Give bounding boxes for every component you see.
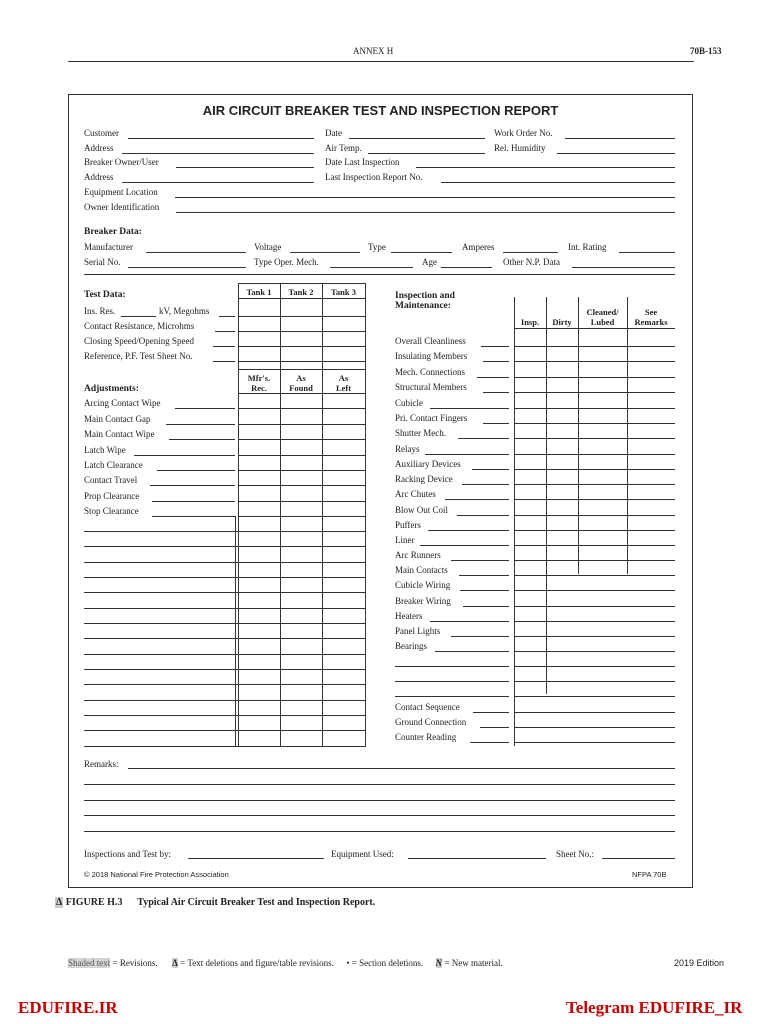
- legend-delta-icon: Δ: [172, 958, 178, 968]
- date-label: Date: [325, 128, 342, 138]
- insp-item: Bearings: [395, 641, 427, 651]
- reference-pf-field[interactable]: [213, 361, 235, 362]
- insp-item: Racking Device: [395, 474, 453, 484]
- main-contact-wipe-label: Main Contact Wipe: [84, 429, 155, 439]
- reference-pf-label: Reference, P.F. Test Sheet No.: [84, 351, 193, 361]
- insp-item: Overall Cleanliness: [395, 336, 466, 346]
- insp-row-line: [514, 545, 675, 546]
- address2-label: Address: [84, 172, 114, 182]
- owner-id-label: Owner Identification: [84, 202, 160, 212]
- inspection-title-line1: Inspection and: [395, 291, 455, 301]
- insp-row-line: [514, 696, 675, 697]
- contact-sequence-label: Contact Sequence: [395, 702, 460, 712]
- insp-row-line: [514, 469, 675, 470]
- arcing-contact-wipe-field[interactable]: [175, 408, 235, 409]
- annex-label: ANNEX H: [353, 46, 394, 56]
- legend: [68, 958, 503, 969]
- legend-bullet-icon: •: [346, 958, 350, 968]
- blank-row-line[interactable]: [84, 546, 365, 547]
- insp-item: Shutter Mech.: [395, 428, 446, 438]
- type-oper-mech-label: Type Oper. Mech.: [254, 257, 319, 267]
- blank-col-line: [235, 516, 236, 746]
- insp-item-field[interactable]: [483, 392, 509, 393]
- dirty-col-header: Dirty: [552, 317, 572, 327]
- header-rule: [68, 61, 694, 62]
- adjust-row-line: [238, 393, 365, 394]
- latch-wipe-field[interactable]: [134, 455, 235, 456]
- amperes-label: Amperes: [462, 242, 495, 252]
- inspections-by-field[interactable]: [188, 858, 324, 859]
- ground-connection-field[interactable]: [480, 727, 509, 728]
- adjust-header-top: [238, 369, 365, 370]
- owner-user-field[interactable]: [176, 167, 314, 168]
- insp-row-line: [514, 666, 675, 667]
- counter-reading-field[interactable]: [470, 742, 509, 743]
- insp-item: Puffers: [395, 520, 421, 530]
- legend-delta-text: = Text deletions and figure/table revisions.: [177, 958, 334, 968]
- cleaned-line1: Cleaned/: [586, 307, 619, 317]
- date-last-inspection-label: Date Last Inspection: [325, 157, 400, 167]
- tank-row-line: [238, 331, 365, 332]
- arcing-contact-wipe-label: Arcing Contact Wipe: [84, 398, 161, 408]
- nfpa-code: NFPA 70B: [632, 870, 667, 879]
- insp-row-line: [514, 392, 675, 393]
- owner-id-field[interactable]: [176, 212, 675, 213]
- left-header-line1: As: [338, 373, 349, 383]
- adjust-row-line: [238, 485, 365, 486]
- insp-row-line: [514, 606, 675, 607]
- cleaned-col-header: [578, 307, 627, 327]
- rel-humidity-label: Rel. Humidity: [494, 143, 546, 153]
- insp-item: Relays: [395, 444, 420, 454]
- remarks-line[interactable]: [84, 800, 675, 801]
- insp-item-field[interactable]: [459, 575, 509, 576]
- tank-header-rule: [238, 298, 365, 299]
- insp-row-line: [514, 742, 675, 743]
- equipment-used-field[interactable]: [408, 858, 546, 859]
- blank-row-line[interactable]: [84, 577, 365, 578]
- left-header-line2: Left: [335, 383, 352, 393]
- insp-row-line: [514, 454, 675, 455]
- tank-row-line: [238, 316, 365, 317]
- last-report-label: Last Inspection Report No.: [325, 172, 423, 182]
- age-field[interactable]: [441, 267, 492, 268]
- insp-row-line: [514, 346, 675, 347]
- int-rating-field[interactable]: [619, 252, 675, 253]
- equipment-location-field[interactable]: [175, 197, 675, 198]
- insp-row-line: [514, 621, 675, 622]
- insp-item-field[interactable]: [483, 423, 509, 424]
- insp-item-field[interactable]: [451, 560, 509, 561]
- insp-row-line: [514, 438, 675, 439]
- blank-row-line[interactable]: [84, 638, 365, 639]
- prop-clearance-label: Prop Clearance: [84, 491, 140, 501]
- counter-reading-label: Counter Reading: [395, 732, 457, 742]
- insp-grid-line: [627, 297, 628, 574]
- insp-row-line: [514, 499, 675, 500]
- watermark-right: Telegram EDUFIRE_IR: [566, 998, 743, 1017]
- voltage-field[interactable]: [290, 252, 360, 253]
- equipment-used-label: Equipment Used:: [331, 849, 394, 859]
- form-title: AIR CIRCUIT BREAKER TEST AND INSPECTION REPORT: [202, 103, 559, 118]
- adjust-row-line: [238, 424, 365, 425]
- blank-row-line[interactable]: [84, 654, 365, 655]
- customer-label: Customer: [84, 128, 119, 138]
- watermark-left: EDUFIRE.IR: [18, 998, 118, 1017]
- contact-travel-field[interactable]: [150, 485, 235, 486]
- other-np-data-field[interactable]: [572, 267, 675, 268]
- found-header-line1: As: [296, 373, 306, 383]
- delta-icon: Δ: [56, 897, 63, 908]
- tank-grid-line: [365, 283, 366, 747]
- insp-col-header: Insp.: [520, 317, 540, 327]
- blank-row-line[interactable]: [84, 730, 365, 731]
- ins-res-blank[interactable]: [219, 316, 235, 317]
- blank-row-line[interactable]: [84, 592, 365, 593]
- work-order-field[interactable]: [565, 138, 675, 139]
- latch-clearance-label: Latch Clearance: [84, 460, 143, 470]
- insp-item-field[interactable]: [420, 545, 509, 546]
- insp-item-field[interactable]: [458, 438, 509, 439]
- insp-item: Panel Lights: [395, 626, 441, 636]
- insp-row-line: [514, 361, 675, 362]
- inspection-title: [395, 291, 455, 311]
- mfr-header-line2: Rec.: [251, 383, 267, 393]
- insp-item: Blow Out Coil: [395, 505, 449, 515]
- amperes-field[interactable]: [503, 252, 558, 253]
- tank2-header: Tank 2: [288, 287, 314, 297]
- stop-clearance-field[interactable]: [152, 516, 235, 517]
- insp-row-line: [514, 423, 675, 424]
- insp-blank-field[interactable]: [395, 681, 509, 682]
- section-divider: [84, 274, 675, 275]
- insp-item-field[interactable]: [462, 484, 509, 485]
- ground-connection-label: Ground Connection: [395, 717, 467, 727]
- int-rating-label: Int. Rating: [568, 242, 607, 252]
- insp-item: Heaters: [395, 611, 423, 621]
- adjust-row-line: [238, 408, 365, 409]
- blank-row-line[interactable]: [84, 746, 365, 747]
- adjust-row-line: [238, 501, 365, 502]
- insp-row-line: [514, 712, 675, 713]
- insp-item: Liner: [395, 535, 415, 545]
- voltage-label: Voltage: [254, 242, 282, 252]
- manufacturer-field[interactable]: [146, 252, 246, 253]
- insp-row-line: [514, 408, 675, 409]
- insp-item: Pri. Contact Fingers: [395, 413, 468, 423]
- insp-item-field[interactable]: [477, 377, 509, 378]
- manufacturer-label: Manufacturer: [84, 242, 133, 252]
- serial-no-label: Serial No.: [84, 257, 121, 267]
- remarks-line[interactable]: [128, 768, 675, 769]
- cleaned-line2: Lubed: [590, 317, 615, 327]
- main-contact-gap-label: Main Contact Gap: [84, 414, 151, 424]
- equipment-location-label: Equipment Location: [84, 187, 158, 197]
- legend-new-icon: N: [435, 958, 443, 968]
- test-data-title: Test Data:: [84, 290, 126, 300]
- tank-row-line: [238, 346, 365, 347]
- insp-row-line: [514, 484, 675, 485]
- tank1-header: Tank 1: [246, 287, 272, 297]
- insp-row-line: [514, 590, 675, 591]
- ins-res-unit: kV, Megohms: [159, 306, 210, 316]
- insp-row-line: [514, 515, 675, 516]
- blank-row-line[interactable]: [84, 623, 365, 624]
- insp-item-field[interactable]: [428, 530, 509, 531]
- insp-grid-line: [578, 297, 579, 574]
- inspection-title-line2: Maintenance:: [395, 301, 451, 311]
- insp-item-field[interactable]: [430, 408, 509, 409]
- adjust-row-line: [238, 516, 365, 517]
- insp-item-field[interactable]: [463, 606, 509, 607]
- blank-row-line[interactable]: [84, 562, 365, 563]
- insp-blank-field[interactable]: [395, 666, 509, 667]
- insp-row-line: [514, 377, 675, 378]
- contact-resistance-label: Contact Resistance, Microhms: [84, 321, 195, 331]
- insp-row-line: [514, 681, 675, 682]
- as-found-header: [280, 373, 322, 393]
- main-contact-wipe-field[interactable]: [169, 439, 235, 440]
- insp-item-field[interactable]: [460, 590, 509, 591]
- legend-new-text: = New material.: [442, 958, 503, 968]
- insp-item: Cubicle: [395, 398, 423, 408]
- air-temp-label: Air Temp.: [325, 143, 362, 153]
- age-label: Age: [422, 257, 437, 267]
- stop-clearance-label: Stop Clearance: [84, 506, 139, 516]
- insp-item: Mech. Connections: [395, 367, 465, 377]
- insp-item-field[interactable]: [430, 621, 509, 622]
- date-field[interactable]: [349, 138, 485, 139]
- insp-grid-line: [546, 297, 547, 694]
- legend-shaded-text: = Revisions.: [110, 958, 158, 968]
- insp-row-line: [514, 651, 675, 652]
- sheet-no-field[interactable]: [602, 858, 675, 859]
- tank-grid-line: [322, 283, 323, 747]
- insp-item-field[interactable]: [472, 469, 509, 470]
- insp-item: Insulating Members: [395, 351, 468, 361]
- insp-item: Cubicle Wiring: [395, 580, 451, 590]
- legend-shaded: Shaded text: [68, 958, 111, 968]
- other-np-data-label: Other N.P. Data: [503, 257, 560, 267]
- prop-clearance-field[interactable]: [152, 501, 235, 502]
- serial-no-field[interactable]: [128, 267, 246, 268]
- as-left-header: [322, 373, 365, 393]
- blank-row-line[interactable]: [84, 684, 365, 685]
- insp-row-line: [514, 727, 675, 728]
- remarks-line[interactable]: [84, 831, 675, 832]
- insp-item: Structural Members: [395, 382, 467, 392]
- address2-field[interactable]: [122, 182, 314, 183]
- insp-item: Main Contacts: [395, 565, 448, 575]
- remarks-line[interactable]: [84, 784, 675, 785]
- ins-res-label: Ins. Res.: [84, 306, 116, 316]
- insp-item-field[interactable]: [435, 651, 509, 652]
- insp-item: Auxiliary Devices: [395, 459, 461, 469]
- tank-header-top: [238, 283, 365, 284]
- insp-blank-field[interactable]: [395, 696, 509, 697]
- contact-travel-label: Contact Travel: [84, 475, 138, 485]
- mfr-header-line1: Mfr's.: [247, 373, 271, 383]
- blank-row-line[interactable]: [84, 608, 365, 609]
- insp-item: Arc Runners: [395, 550, 441, 560]
- type-field[interactable]: [391, 252, 452, 253]
- insp-grid-line: [514, 297, 515, 746]
- tank-grid-line: [238, 283, 239, 747]
- insp-row-line: [514, 575, 675, 576]
- blank-row-line[interactable]: [84, 669, 365, 670]
- insp-row-line: [514, 530, 675, 531]
- blank-row-line[interactable]: [84, 531, 365, 532]
- insp-row-line: [514, 636, 675, 637]
- customer-field[interactable]: [128, 138, 314, 139]
- insp-header-rule: [514, 328, 675, 329]
- main-contact-gap-field[interactable]: [166, 424, 235, 425]
- insp-item-field[interactable]: [445, 499, 509, 500]
- remarks-label: Remarks:: [84, 759, 119, 769]
- mfr-rec-header: [238, 373, 280, 393]
- adjust-row-line: [238, 439, 365, 440]
- legend-bullet-text: = Section deletions.: [349, 958, 424, 968]
- inspections-by-label: Inspections and Test by:: [84, 849, 171, 859]
- contact-resistance-field[interactable]: [215, 331, 235, 332]
- address-field[interactable]: [122, 153, 314, 154]
- insp-item: Arc Chutes: [395, 489, 436, 499]
- see-line1: See: [644, 307, 658, 317]
- rel-humidity-field[interactable]: [557, 153, 675, 154]
- insp-item-field[interactable]: [483, 361, 509, 362]
- owner-user-label: Breaker Owner/User: [84, 157, 159, 167]
- page-number: 70B-153: [690, 46, 722, 56]
- date-last-inspection-field[interactable]: [416, 167, 675, 168]
- insp-item-field[interactable]: [451, 636, 509, 637]
- breaker-data-title: Breaker Data:: [84, 227, 142, 237]
- blank-row-line[interactable]: [84, 715, 365, 716]
- copyright: © 2018 National Fire Protection Association: [84, 870, 229, 879]
- tank3-header: Tank 3: [331, 287, 356, 297]
- edition: 2019 Edition: [674, 958, 725, 968]
- ins-res-field[interactable]: [121, 316, 156, 317]
- insp-row-line: [514, 560, 675, 561]
- found-header-line2: Found: [289, 383, 313, 393]
- see-line2: Remarks: [634, 317, 668, 327]
- closing-speed-field[interactable]: [213, 346, 235, 347]
- adjust-row-line: [238, 455, 365, 456]
- contact-sequence-field[interactable]: [473, 712, 509, 713]
- blank-row-line[interactable]: [84, 700, 365, 701]
- figure-caption: [55, 897, 375, 908]
- tank-grid-line: [280, 283, 281, 747]
- adjustments-title: Adjustments:: [84, 384, 139, 394]
- last-report-field[interactable]: [441, 182, 675, 183]
- insp-item-field[interactable]: [481, 346, 509, 347]
- tank-row-line: [238, 361, 365, 362]
- address-label: Address: [84, 143, 114, 153]
- insp-item-field[interactable]: [425, 454, 509, 455]
- insp-item: Breaker Wiring: [395, 596, 451, 606]
- type-oper-mech-field[interactable]: [330, 267, 413, 268]
- sheet-no-label: Sheet No.:: [556, 849, 594, 859]
- work-order-label: Work Order No.: [494, 128, 553, 138]
- remarks-line[interactable]: [84, 815, 675, 816]
- latch-clearance-field[interactable]: [157, 470, 235, 471]
- figure-number: FIGURE H.3: [65, 897, 123, 908]
- latch-wipe-label: Latch Wipe: [84, 445, 126, 455]
- type-label: Type: [368, 242, 386, 252]
- figure-title: Typical Air Circuit Breaker Test and Inspection Report.: [137, 897, 376, 908]
- closing-speed-label: Closing Speed/Opening Speed: [84, 336, 194, 346]
- air-temp-field[interactable]: [368, 153, 485, 154]
- see-remarks-col-header: [627, 307, 675, 327]
- adjust-row-line: [238, 470, 365, 471]
- insp-item-field[interactable]: [457, 515, 509, 516]
